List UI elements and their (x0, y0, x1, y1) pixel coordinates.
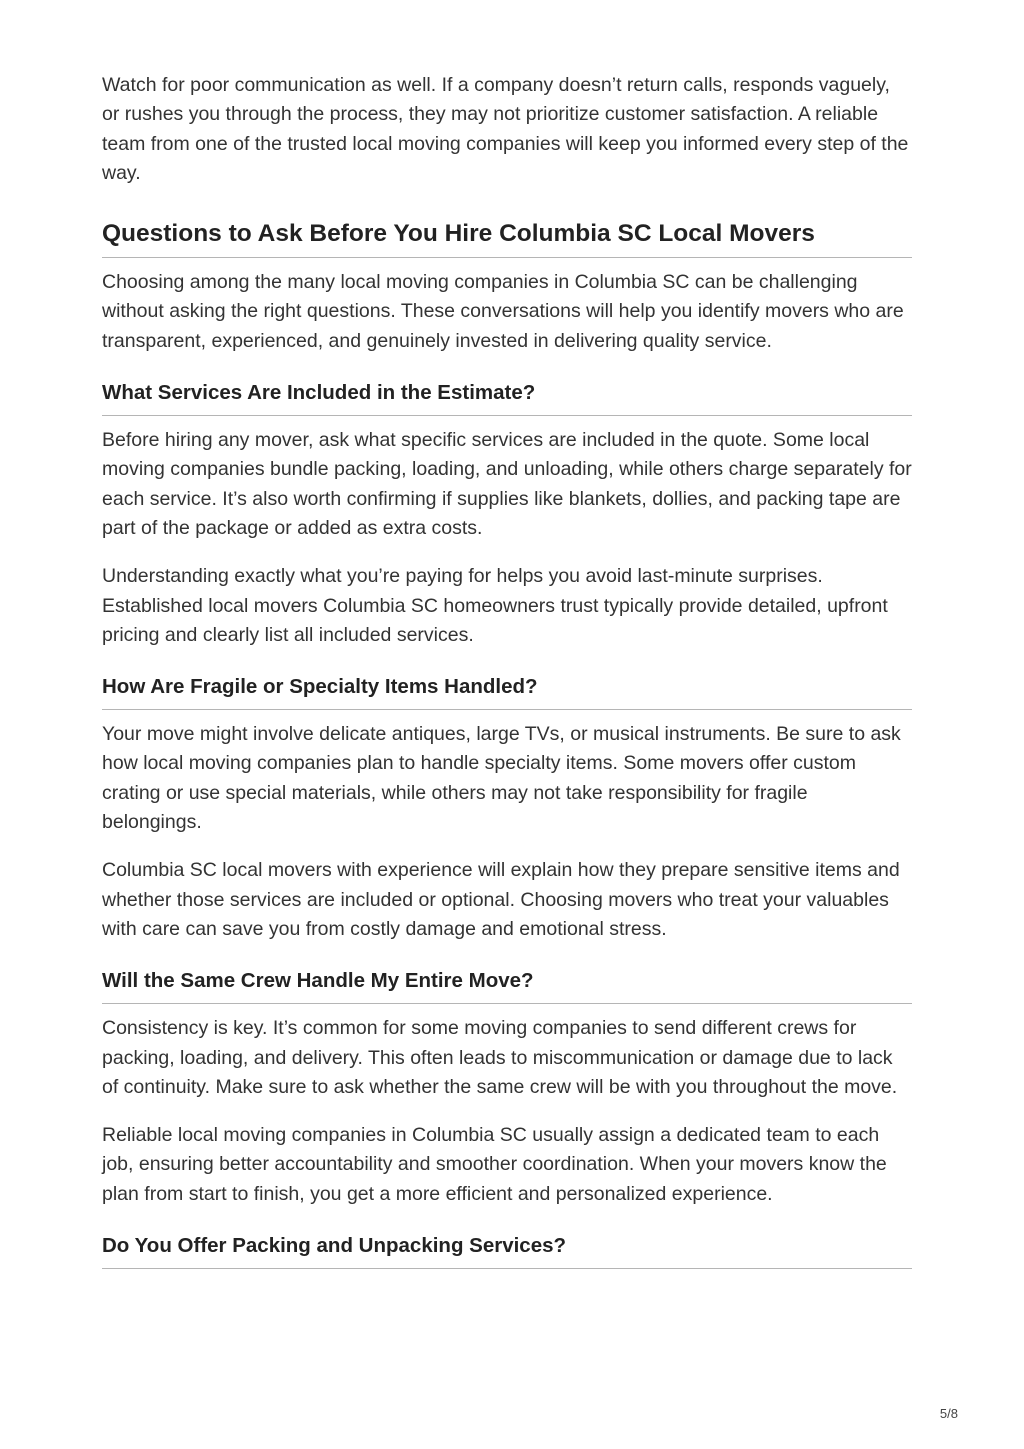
subsection-heading-same-crew: Will the Same Crew Handle My Entire Move? (102, 967, 912, 1004)
intro-paragraph: Watch for poor communication as well. If a company doesn’t return calls, responds vaguely, or rushes you through the process, they may not prioritize customer satisfaction. A reliable team from one of the trusted local moving companies will keep you informed every step of the way. (102, 74, 909, 184)
section-intro-paragraph: Choosing among the many local moving companies in Columbia SC can be challenging without asking the right questions. These conversations will help you identify movers who are transparent, experienced, and genuinely invested in delivering quality service. (102, 271, 904, 352)
services-paragraph-1: Before hiring any mover, ask what specific services are included in the quote. Some local moving companies bundle packing, loading, and unloading, while others charge separately for each service. It’s also worth confirming if supplies like blankets, dollies, and packing tape are part of the package or added as extra costs. (102, 429, 912, 539)
subsection-heading-fragile-items: How Are Fragile or Specialty Items Handled? (102, 673, 912, 710)
page-number: 5/8 (939, 1406, 958, 1421)
same-crew-paragraph-2: Reliable local moving companies in Columbia SC usually assign a dedicated team to each job, ensuring better accountability and smoother coordination. When your movers know the plan from start to finish, you get a more efficient and personalized experience. (102, 1124, 887, 1205)
subsection-heading-services: What Services Are Included in the Estimate? (102, 379, 912, 416)
section-heading: Questions to Ask Before You Hire Columbia SC Local Movers (102, 218, 912, 258)
fragile-items-paragraph-1: Your move might involve delicate antiques, large TVs, or musical instruments. Be sure to ask how local moving companies plan to handle specialty items. Some movers offer custom crating or use special materials, while others may not take responsibility for fragile belongings. (102, 723, 901, 834)
fragile-items-paragraph-2: Columbia SC local movers with experience will explain how they prepare sensitive items and whether those services are included or optional. Choosing movers who treat your valuables with care can save you from costly damage and emotional stress. (102, 859, 900, 940)
document-body (102, 71, 912, 1269)
subsection-heading-packing: Do You Offer Packing and Unpacking Services? (102, 1232, 912, 1269)
same-crew-paragraph-1: Consistency is key. It’s common for some moving companies to send different crews for packing, loading, and delivery. This often leads to miscommunication or damage due to lack of continuity. Make sure to ask whether the same crew will be with you throughout the move. (102, 1017, 898, 1098)
services-paragraph-2: Understanding exactly what you’re paying for helps you avoid last-minute surprises. Established local movers Columbia SC homeowners trust typically provide detailed, upfront pricing and clearly list all included services. (102, 565, 888, 646)
